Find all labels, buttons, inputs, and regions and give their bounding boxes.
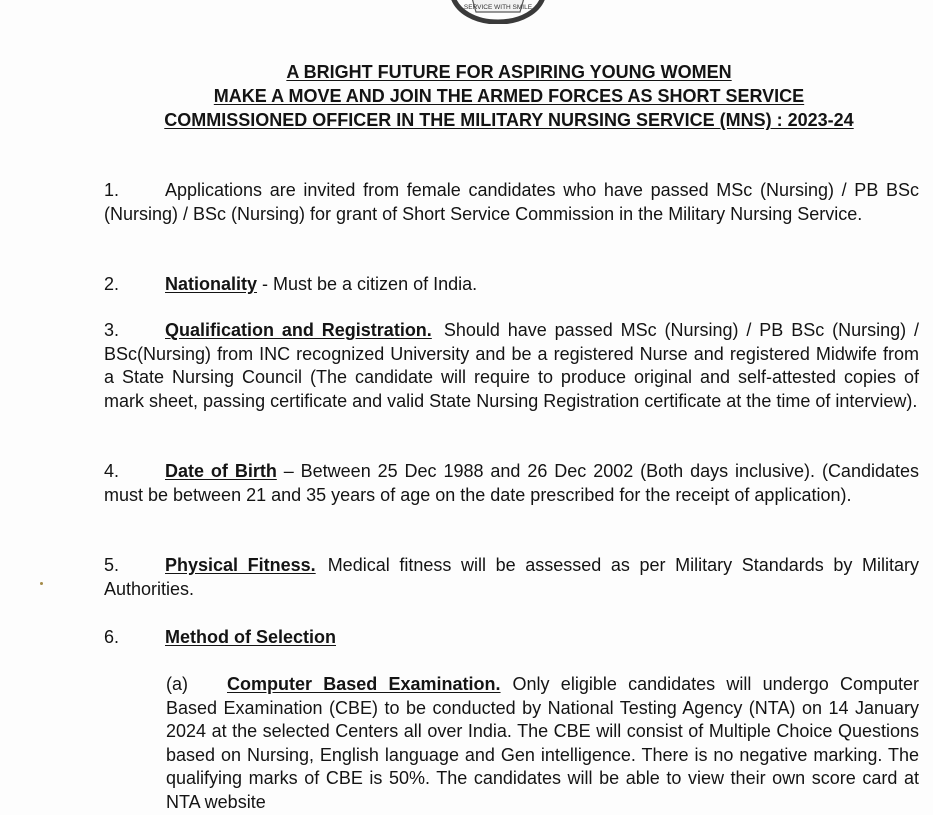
section-2-nationality xyxy=(104,273,919,297)
header-line-3: COMMISSIONED OFFICER IN THE MILITARY NURSING SERVICE (MNS) : 2023-24 xyxy=(164,110,854,130)
section-number: 5. xyxy=(104,555,120,575)
section-number: 4. xyxy=(104,461,120,481)
section-text: Only eligible candidates will undergo Computer Based Examination (CBE) to be conducted by National Testing Agency (NTA) on 14 January 2024 at the selected Centers all over India. The CBE will consist of Multiple Choice Questions based on Nursing, English language and Gen intelligence. There is no negative marking. The qualifying marks of CBE is 50%. The candidates will be able to view their own score card at NTA website xyxy=(166,674,919,812)
section-text: Applications are invited from female candidates who have passed MSc (Nursing) / PB BSc (Nursing) / BSc (Nursing) for grant of Short Service Commission in the Military Nursing Service. xyxy=(104,180,919,224)
section-heading: Method of Selection xyxy=(165,627,336,647)
emblem-motto: SERVICE WITH SMILE xyxy=(463,4,533,11)
section-text: Medical fitness will be assessed as per Military Standards by Military Authorities. xyxy=(104,555,919,599)
section-3-qualification xyxy=(104,319,919,413)
section-text: Should have passed MSc (Nursing) / PB BSc (Nursing) / BSc(Nursing) from INC recognized University and be a registered Nurse and registered Midwife from a State Nursing Council (The candidate will require to produce original and self-attested copies of mark sheet, passing certificate and valid State Nursing Registration certificate at the time of interview). xyxy=(104,320,919,411)
section-5-physical-fitness xyxy=(104,554,919,601)
section-number: 2. xyxy=(104,274,120,294)
section-4-date-of-birth xyxy=(104,460,919,507)
section-heading: Date of Birth xyxy=(165,461,277,481)
section-text: - Must be a citizen of India. xyxy=(257,274,478,294)
section-heading: Nationality xyxy=(165,274,258,294)
section-number: 1. xyxy=(104,180,120,200)
section-1-applications xyxy=(104,179,919,226)
section-number: (a) xyxy=(166,674,188,694)
section-6a-computer-based-examination xyxy=(166,673,919,814)
header-line-2: MAKE A MOVE AND JOIN THE ARMED FORCES AS SHORT SERVICE xyxy=(213,86,805,106)
mns-emblem-icon xyxy=(446,0,550,24)
section-number: 3. xyxy=(104,320,120,340)
section-number: 6. xyxy=(104,627,120,647)
section-heading: Physical Fitness. xyxy=(165,555,316,575)
section-text: – Between 25 Dec 1988 and 26 Dec 2002 (Both days inclusive). (Candidates must be between 21 and 35 years of age on the date prescribed for the receipt of application). xyxy=(104,461,920,505)
scan-speck xyxy=(40,582,43,585)
header-line-1: A BRIGHT FUTURE FOR ASPIRING YOUNG WOMEN xyxy=(286,62,732,82)
section-heading: Computer Based Examination. xyxy=(227,674,501,694)
section-heading: Qualification and Registration. xyxy=(165,320,432,340)
section-6-method-of-selection xyxy=(104,626,919,650)
